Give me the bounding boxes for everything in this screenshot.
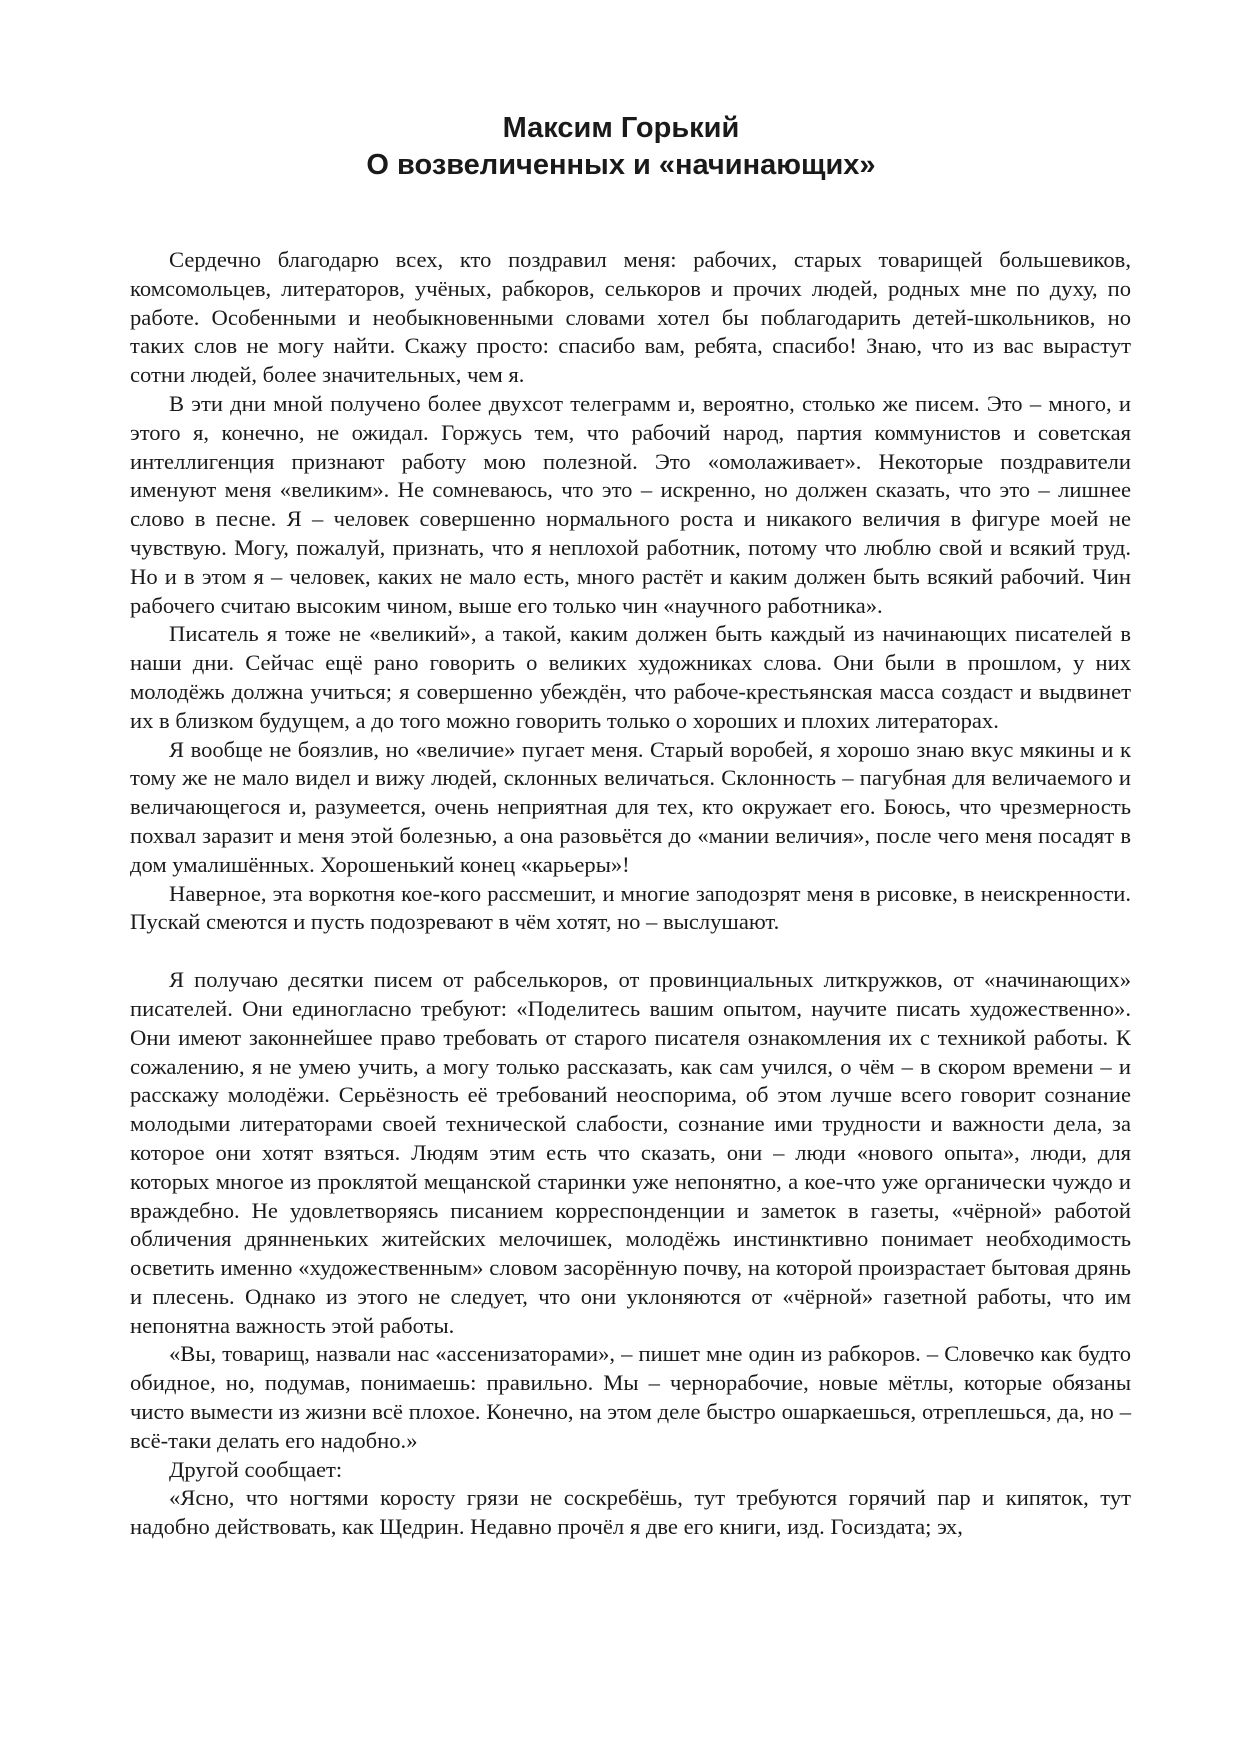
document-title: О возвеличенных и «начинающих» (366, 149, 876, 181)
paragraph: «Вы, товарищ, назвали нас «ассенизаторами», – пишет мне один из рабкоров. – Словечко как будто обидное, но, подумав, понимаешь: правильно. Мы – чернорабочие, новые мётлы, которые обязаны чисто вымести из жизни всё плохое. Конечно, на этом деле быстро ошаркаешься, отреплешься, да, но – всё-таки делать его надобно.» (130, 1341, 1131, 1453)
paragraph: Другой сообщает: (169, 1456, 343, 1482)
document-title-block (0, 110, 1242, 184)
paragraph: Наверное, эта воркотня кое-кого рассмешит, и многие заподозрят меня в рисовке, в неискренности. Пускай смеются и пусть подозревают в чём хотят, но – выслушают. (130, 880, 1131, 935)
document-body (130, 246, 1131, 1542)
paragraph: В эти дни мной получено более двухсот телеграмм и, вероятно, столько же писем. Это – много, и этого я, конечно, не ожидал. Горжусь тем, что рабочий народ, партия коммунистов и советская интеллигенция признают работу мою полезной. Это «омолаживает». Некоторые поздравители именуют меня «великим». Не сомневаюсь, что это – искренно, но должен сказать, что это – лишнее слово в песне. Я – человек совершенно нормального роста и никакого величия в фигуре моей не чувствую. Могу, пожалуй, признать, что я неплохой работник, потому что люблю свой и всякий труд. Но и в этом я – человек, каких не мало есть, много растёт и каким должен быть всякий рабочий. Чин рабочего считаю высоким чином, выше его только чин «научного работника». (130, 390, 1131, 618)
paragraph: Писатель я тоже не «великий», а такой, каким должен быть каждый из начинающих писателей в наши дни. Сейчас ещё рано говорить о великих художниках слова. Они были в прошлом, у них молодёжь должна учиться; я совершенно убеждён, что рабоче-крестьянская масса создаст и выдвинет их в близком будущем, а до того можно говорить только о хороших и плохих литераторах. (130, 621, 1131, 733)
paragraph: Я вообще не боязлив, но «величие» пугает меня. Старый воробей, я хорошо знаю вкус мякины и к тому же не мало видел и вижу людей, склонных величаться. Склонность – пагубная для величаемого и величающегося и, разумеется, очень неприятная для тех, кто окружает его. Боюсь, что чрезмерность похвал заразит и меня этой болезнью, а она разовьётся до «мании величия», после чего меня посадят в дом умалишённых. Хорошенький конец «карьеры»! (130, 736, 1131, 877)
paragraph: «Ясно, что ногтями коросту грязи не соскребёшь, тут требуются горячий пар и кипяток, тут надобно действовать, как Щедрин. Недавно прочёл я две его книги, изд. Госиздата; эх, (130, 1485, 1131, 1540)
section-gap (130, 937, 1131, 966)
paragraph: Я получаю десятки писем от рабселькоров, от провинциальных литкружков, от «начинающих» писателей. Они единогласно требуют: «Поделитесь вашим опытом, научите писать художественно». Они имеют законнейшее право требовать от старого писателя ознакомления их с техникой работы. К сожалению, я не умею учить, а могу только рассказать, как сам учился, о чём – в скором времени – и расскажу молодёжи. Серьёзность её требований неоспорима, об этом лучше всего говорит сознание молодыми литераторами своей технической слабости, сознание ими трудности и важности дела, за которое они хотят взяться. Людям этим есть что сказать, они – люди «нового опыта», люди, для которых многое из проклятой мещанской старинки уже непонятно, а кое-что уже органически чуждо и враждебно. Не удовлетворяясь писанием корреспонденции и заметок в газеты, «чёрной» работой обличения дрянненьких житейских мелочишек, молодёжь инстинктивно понимает необходимость осветить именно «художественным» словом засорённую почву, на которой произрастает бытовая дрянь и плесень. Однако из этого не следует, что они уклоняются от «чёрной» газетной работы, что им непонятна важность этой работы. (130, 967, 1131, 1338)
paragraph: Сердечно благодарю всех, кто поздравил меня: рабочих, старых товарищей большевиков, комсомольцев, литераторов, учёных, рабкоров, селькоров и прочих людей, родных мне по духу, по работе. Особенными и необыкновенными словами хотел бы поблагодарить детей-школьников, но таких слов не могу найти. Скажу просто: спасибо вам, ребята, спасибо! Знаю, что из вас вырастут сотни людей, более значительных, чем я. (130, 247, 1131, 388)
author-name: Максим Горький (502, 112, 740, 144)
